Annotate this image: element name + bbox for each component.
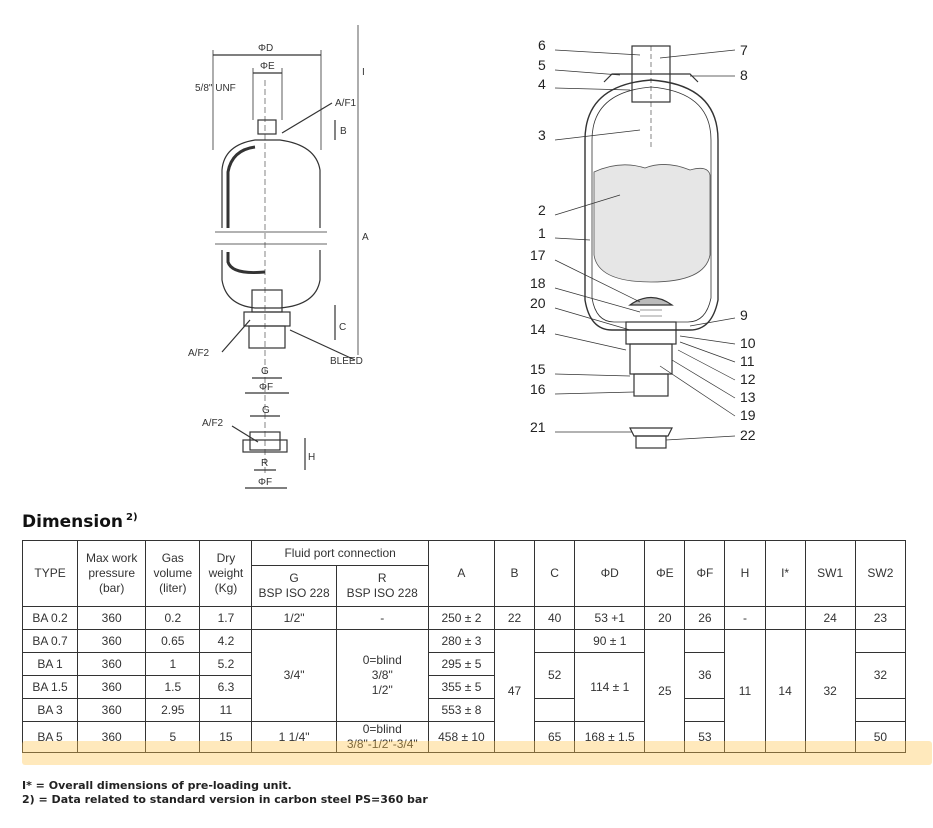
cell-g-large: 1 1/4" — [252, 722, 336, 753]
callout-number: 4 — [538, 76, 546, 92]
cell-weight: 15 — [200, 722, 252, 753]
callout-number: 1 — [538, 225, 546, 241]
cell-pressure: 360 — [78, 630, 146, 653]
cell-h-merged: 11 — [725, 630, 765, 753]
cell-phi-f-large: 53 — [685, 722, 725, 753]
cell-phi-e-merged: 25 — [645, 630, 685, 753]
callout-number: 6 — [538, 37, 546, 53]
adapter-label-r: R — [261, 458, 269, 469]
footnote-2: 2) = Data related to standard version in carbon steel PS=360 bar — [22, 793, 428, 806]
header-dry-weight: Dry weight (Kg) — [200, 541, 252, 607]
cell-b: 22 — [495, 607, 535, 630]
callout-number: 5 — [538, 57, 546, 73]
cell-phi-d: 53 +1 — [575, 607, 645, 630]
adapter-label-h: H — [308, 452, 316, 463]
cell-volume: 1 — [146, 653, 200, 676]
accumulator-section-drawing — [555, 46, 735, 448]
callout-number: 16 — [530, 381, 546, 397]
label-bleed: BLEED — [330, 356, 363, 367]
callout-number: 13 — [740, 389, 756, 405]
cell-volume: 2.95 — [146, 699, 200, 722]
cell-weight: 4.2 — [200, 630, 252, 653]
callout-number: 11 — [740, 353, 755, 369]
cell-phi-f — [685, 630, 725, 653]
cell-r-large: 0=blind 3/8"-1/2"-3/4" — [336, 722, 428, 753]
header-g: G BSP ISO 228 — [252, 566, 336, 607]
cell-phi-f: 26 — [685, 607, 725, 630]
cell-c-large: 65 — [535, 722, 575, 753]
callout-number: 17 — [530, 247, 546, 263]
adapter-label-af2: A/F2 — [202, 418, 224, 429]
cell-type: BA 3 — [23, 699, 78, 722]
cell-sw2: 23 — [855, 607, 905, 630]
dimension-table — [22, 540, 906, 753]
header-c: C — [535, 541, 575, 607]
cell-sw1: 24 — [805, 607, 855, 630]
callout-number: 19 — [740, 407, 756, 423]
callout-number: 10 — [740, 335, 756, 351]
cell-pressure: 360 — [78, 676, 146, 699]
header-fluid-port: Fluid port connection — [252, 541, 428, 566]
cell-h: - — [725, 607, 765, 630]
label-unf: 5/8" UNF — [195, 83, 236, 94]
cell-phi-f-merged: 36 — [685, 653, 725, 699]
header-a: A — [428, 541, 494, 607]
cell-type: BA 0.7 — [23, 630, 78, 653]
table-header-row — [23, 541, 906, 566]
label-b: B — [340, 126, 347, 137]
cell-r: - — [336, 607, 428, 630]
cell-pressure: 360 — [78, 722, 146, 753]
cell-weight: 1.7 — [200, 607, 252, 630]
callouts-left — [530, 37, 546, 435]
callout-number: 18 — [530, 275, 546, 291]
cell-type: BA 5 — [23, 722, 78, 753]
header-b: B — [495, 541, 535, 607]
callout-number: 14 — [530, 321, 546, 337]
cell-i-merged: 14 — [765, 630, 805, 753]
table-row — [23, 607, 906, 630]
cell-weight: 6.3 — [200, 676, 252, 699]
section-title-note: 2) — [126, 512, 138, 523]
label-phi-e: ΦE — [260, 61, 275, 72]
cell-phi-f — [685, 699, 725, 722]
callout-number: 15 — [530, 361, 546, 377]
cell-pressure: 360 — [78, 607, 146, 630]
header-gas-volume: Gas volume (liter) — [146, 541, 200, 607]
callout-number: 9 — [740, 307, 748, 323]
cell-weight: 11 — [200, 699, 252, 722]
callout-number: 22 — [740, 427, 756, 443]
callout-number: 21 — [530, 419, 546, 435]
callout-number: 3 — [538, 127, 546, 143]
header-sw2: SW2 — [855, 541, 905, 607]
label-af2: A/F2 — [188, 348, 210, 359]
label-af1: A/F1 — [335, 98, 357, 109]
cell-phi-d-merged: 114 ± 1 — [575, 653, 645, 722]
cell-sw2-merged: 32 — [855, 653, 905, 699]
cell-a: 250 ± 2 — [428, 607, 494, 630]
cell-c — [535, 699, 575, 722]
callouts-right — [740, 42, 756, 443]
cell-volume: 1.5 — [146, 676, 200, 699]
label-phi-d: ΦD — [258, 43, 274, 54]
cell-volume: 0.2 — [146, 607, 200, 630]
cell-g: 1/2" — [252, 607, 336, 630]
cell-r-merged: 0=blind 3/8" 1/2" — [336, 630, 428, 722]
label-g: G — [261, 366, 269, 377]
header-max-work-pressure: Max work pressure (bar) — [78, 541, 146, 607]
cell-phi-d-large: 168 ± 1.5 — [575, 722, 645, 753]
header-phi-d: ΦD — [575, 541, 645, 607]
cell-volume: 0.65 — [146, 630, 200, 653]
header-sw1: SW1 — [805, 541, 855, 607]
cell-phi-d: 90 ± 1 — [575, 630, 645, 653]
cell-a: 553 ± 8 — [428, 699, 494, 722]
header-phi-e: ΦE — [645, 541, 685, 607]
cell-pressure: 360 — [78, 699, 146, 722]
cell-a: 458 ± 10 — [428, 722, 494, 753]
cell-type: BA 1.5 — [23, 676, 78, 699]
cell-c — [535, 630, 575, 653]
header-type: TYPE — [23, 541, 78, 607]
callout-number: 12 — [740, 371, 756, 387]
cell-sw2-large: 50 — [855, 722, 905, 753]
adapter-label-g: G — [262, 405, 270, 416]
cell-volume: 5 — [146, 722, 200, 753]
cell-a: 280 ± 3 — [428, 630, 494, 653]
header-i: I* — [765, 541, 805, 607]
header-r: R BSP ISO 228 — [336, 566, 428, 607]
table-row — [23, 630, 906, 653]
callout-number: 20 — [530, 295, 546, 311]
cell-b-merged: 47 — [495, 630, 535, 753]
label-c: C — [339, 322, 347, 333]
cell-type: BA 1 — [23, 653, 78, 676]
section-title — [22, 512, 138, 532]
cell-phi-e: 20 — [645, 607, 685, 630]
label-i: I — [362, 67, 365, 78]
header-phi-f: ΦF — [685, 541, 725, 607]
callout-number: 7 — [740, 42, 748, 58]
cell-a: 355 ± 5 — [428, 676, 494, 699]
footnotes — [22, 779, 428, 807]
cell-a: 295 ± 5 — [428, 653, 494, 676]
label-phi-f: ΦF — [259, 382, 274, 393]
callout-number: 2 — [538, 202, 546, 218]
cell-c-merged: 52 — [535, 653, 575, 699]
cell-pressure: 360 — [78, 653, 146, 676]
cell-sw2 — [855, 630, 905, 653]
cell-i — [765, 607, 805, 630]
cell-sw2 — [855, 699, 905, 722]
header-h: H — [725, 541, 765, 607]
section-title-text: Dimension — [22, 512, 124, 532]
adapter-label-phi-f: ΦF — [258, 477, 273, 488]
label-a: A — [362, 232, 369, 243]
cell-type: BA 0.2 — [23, 607, 78, 630]
footnote-i: I* = Overall dimensions of pre-loading unit. — [22, 779, 292, 792]
cell-weight: 5.2 — [200, 653, 252, 676]
callout-number: 8 — [740, 67, 748, 83]
cell-sw1-merged: 32 — [805, 630, 855, 753]
cell-g-merged: 3/4" — [252, 630, 336, 722]
cell-c: 40 — [535, 607, 575, 630]
